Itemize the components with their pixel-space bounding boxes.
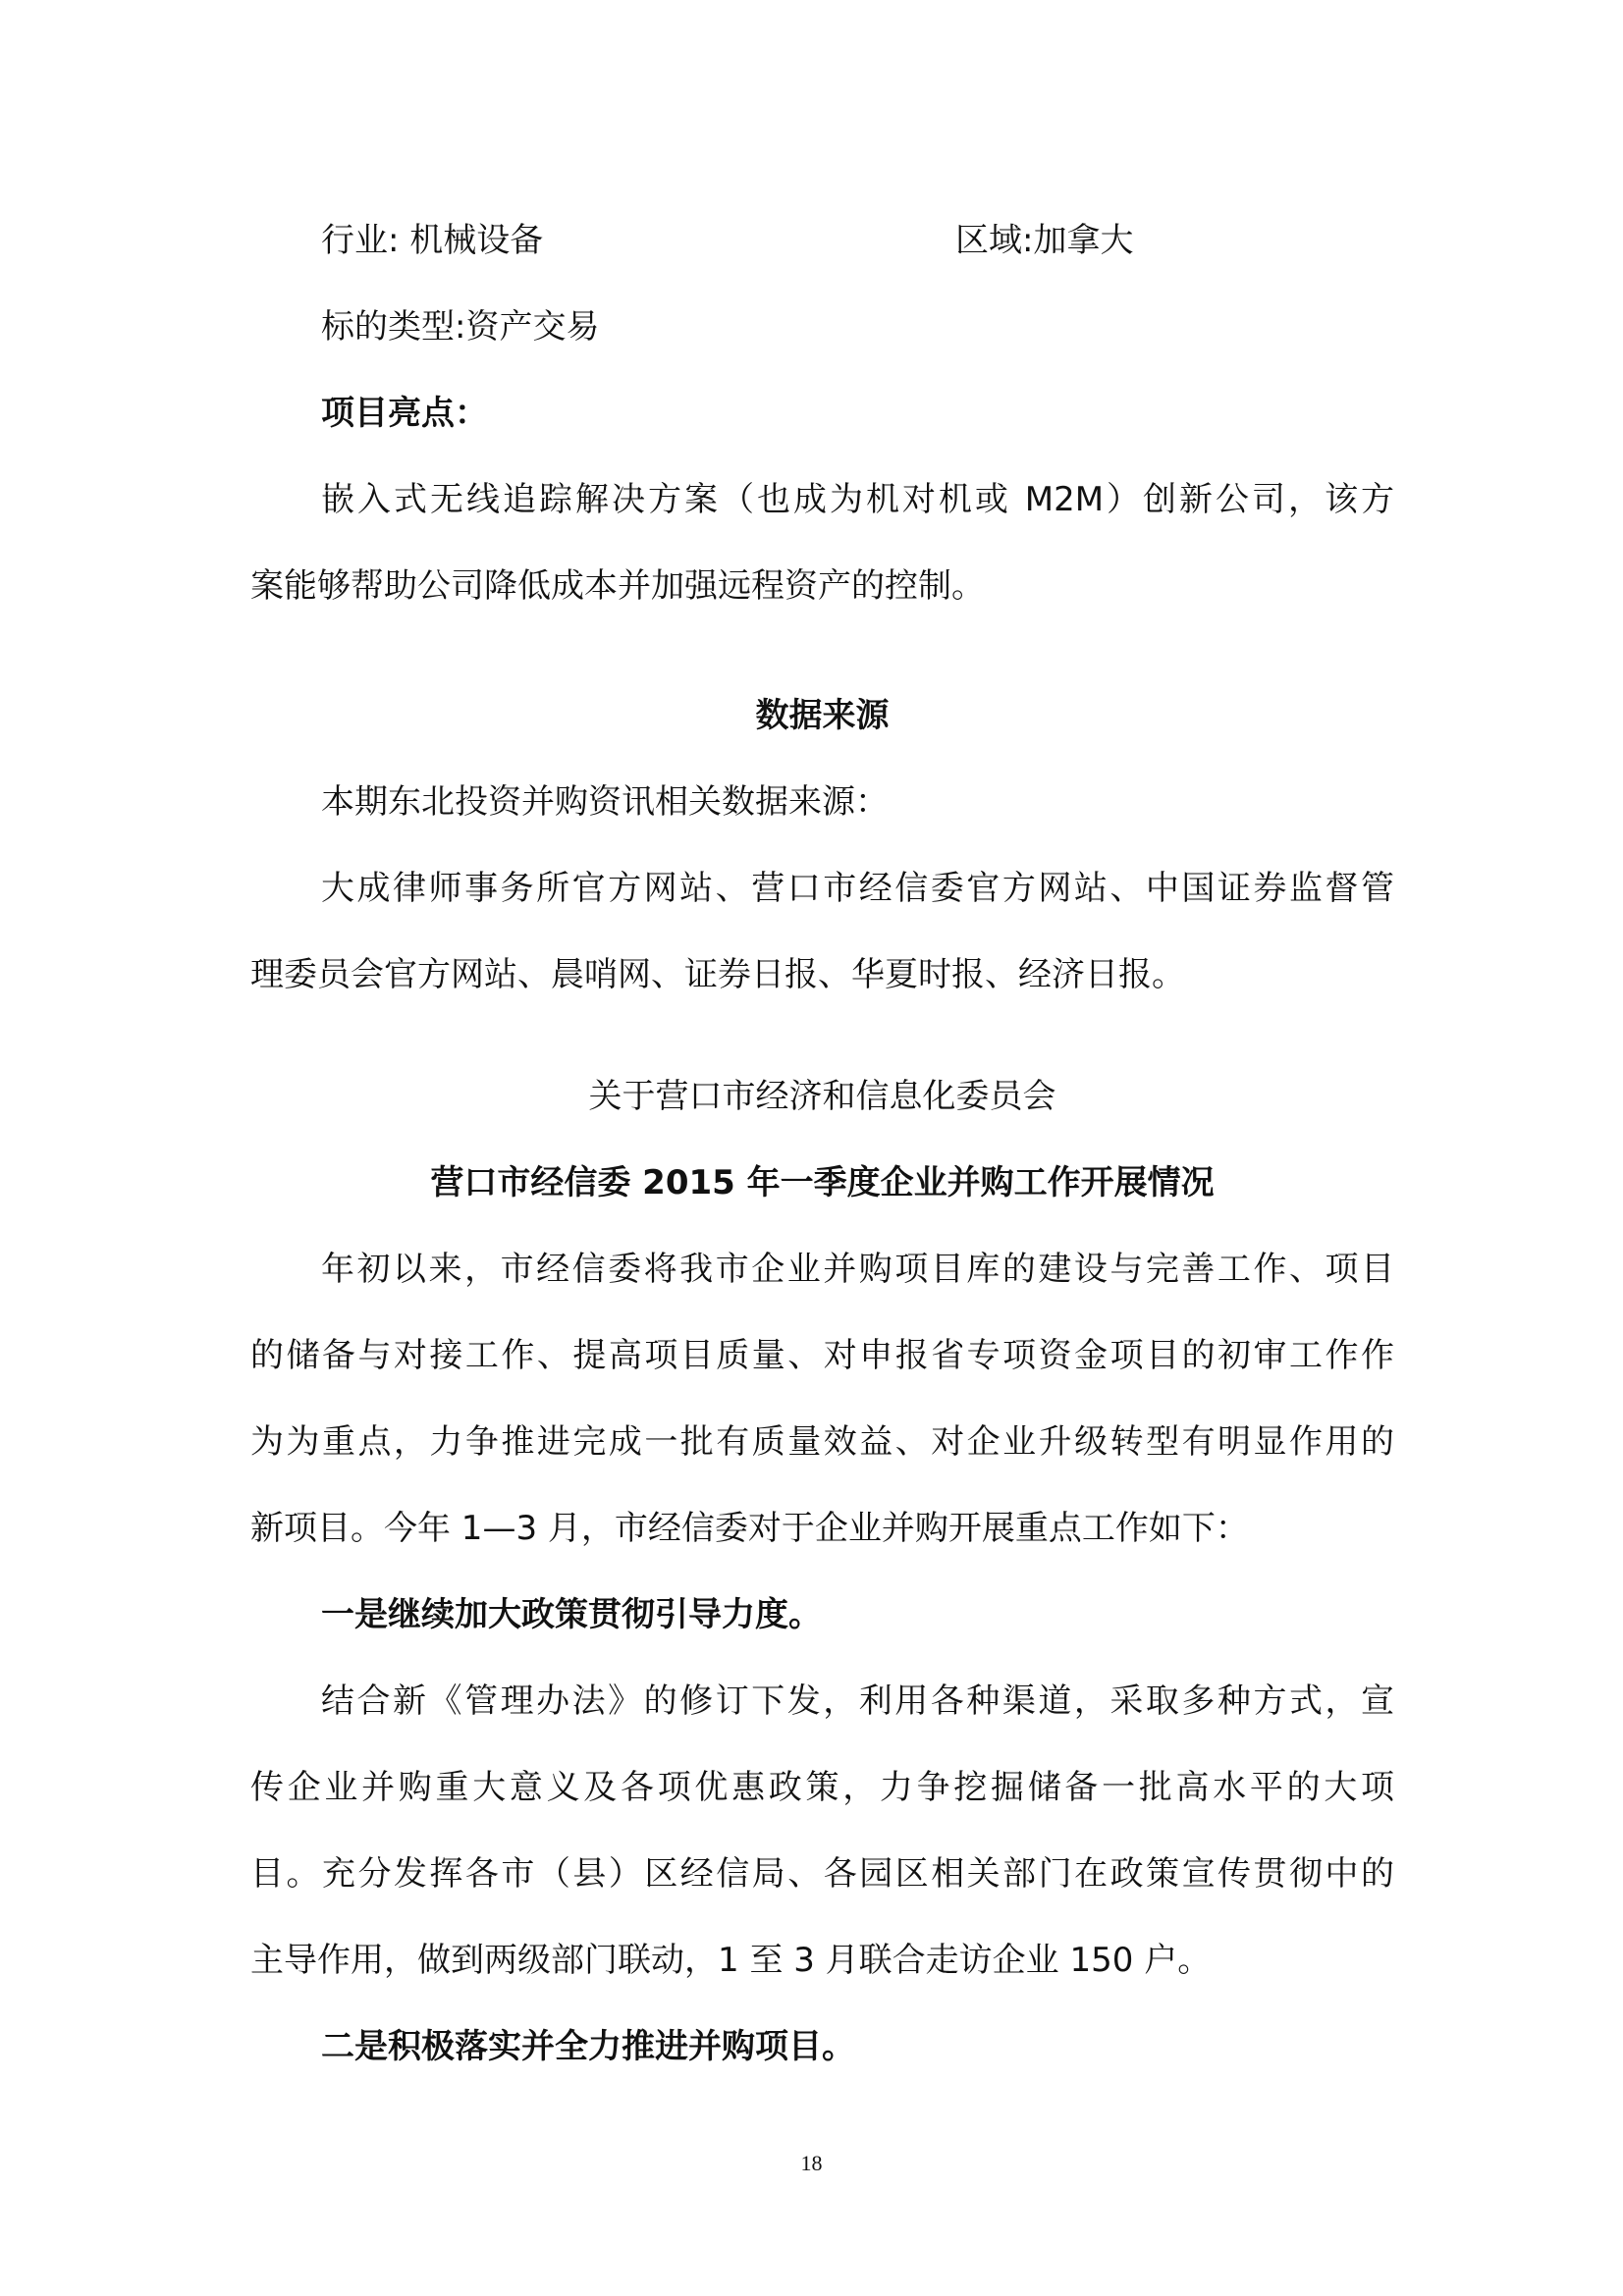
paragraph-2-line-3: 目。充分发挥各市（县）区经信局、各园区相关部门在政策宣传贯彻中的	[250, 1854, 1394, 1894]
data-source-line-2: 理委员会官方网站、晨哨网、证券日报、华夏时报、经济日报。	[250, 955, 1185, 994]
region-field: 区域:加拿大	[955, 221, 1134, 260]
paragraph-2-line-2: 传企业并购重大意义及各项优惠政策，力争挖掘储备一批高水平的大项	[250, 1768, 1394, 1807]
data-source-line-1: 大成律师事务所官方网站、营口市经信委官方网站、中国证券监督管	[321, 869, 1394, 908]
paragraph-2-line-4: 主导作用，做到两级部门联动，1 至 3 月联合走访企业 150 户。	[250, 1941, 1212, 1980]
industry-field: 行业: 机械设备	[321, 221, 544, 260]
paragraph-1-line-2: 的储备与对接工作、提高项目质量、对申报省专项资金项目的初审工作作	[250, 1336, 1394, 1375]
highlights-line-1: 嵌入式无线追踪解决方案（也成为机对机或 M2M）创新公司，该方	[321, 480, 1394, 519]
data-source-intro: 本期东北投资并购资讯相关数据来源：	[321, 782, 889, 822]
paragraph-1-line-1: 年初以来，市经信委将我市企业并购项目库的建设与完善工作、项目	[321, 1250, 1394, 1289]
highlights-heading: 项目亮点：	[321, 394, 488, 433]
data-source-heading: 数据来源	[755, 696, 890, 735]
page-number: 18	[800, 2151, 823, 2175]
paragraph-2-line-1: 结合新《管理办法》的修订下发，利用各种渠道，采取多种方式，宣	[321, 1682, 1394, 1721]
target-type-field: 标的类型:资产交易	[321, 307, 600, 347]
highlights-line-2: 案能够帮助公司降低成本并加强远程资产的控制。	[250, 566, 985, 606]
point-1-heading: 一是继续加大政策贯彻引导力度。	[321, 1595, 822, 1634]
paragraph-1-line-3: 为为重点，力争推进完成一批有质量效益、对企业升级转型有明显作用的	[250, 1422, 1394, 1462]
point-2-heading: 二是积极落实并全力推进并购项目。	[321, 2027, 855, 2066]
article-title-1: 关于营口市经济和信息化委员会	[588, 1077, 1056, 1116]
paragraph-1-line-4: 新项目。今年 1—3 月，市经信委对于企业并购开展重点工作如下：	[250, 1509, 1249, 1548]
article-title-2: 营口市经信委 2015 年一季度企业并购工作开展情况	[430, 1163, 1215, 1202]
